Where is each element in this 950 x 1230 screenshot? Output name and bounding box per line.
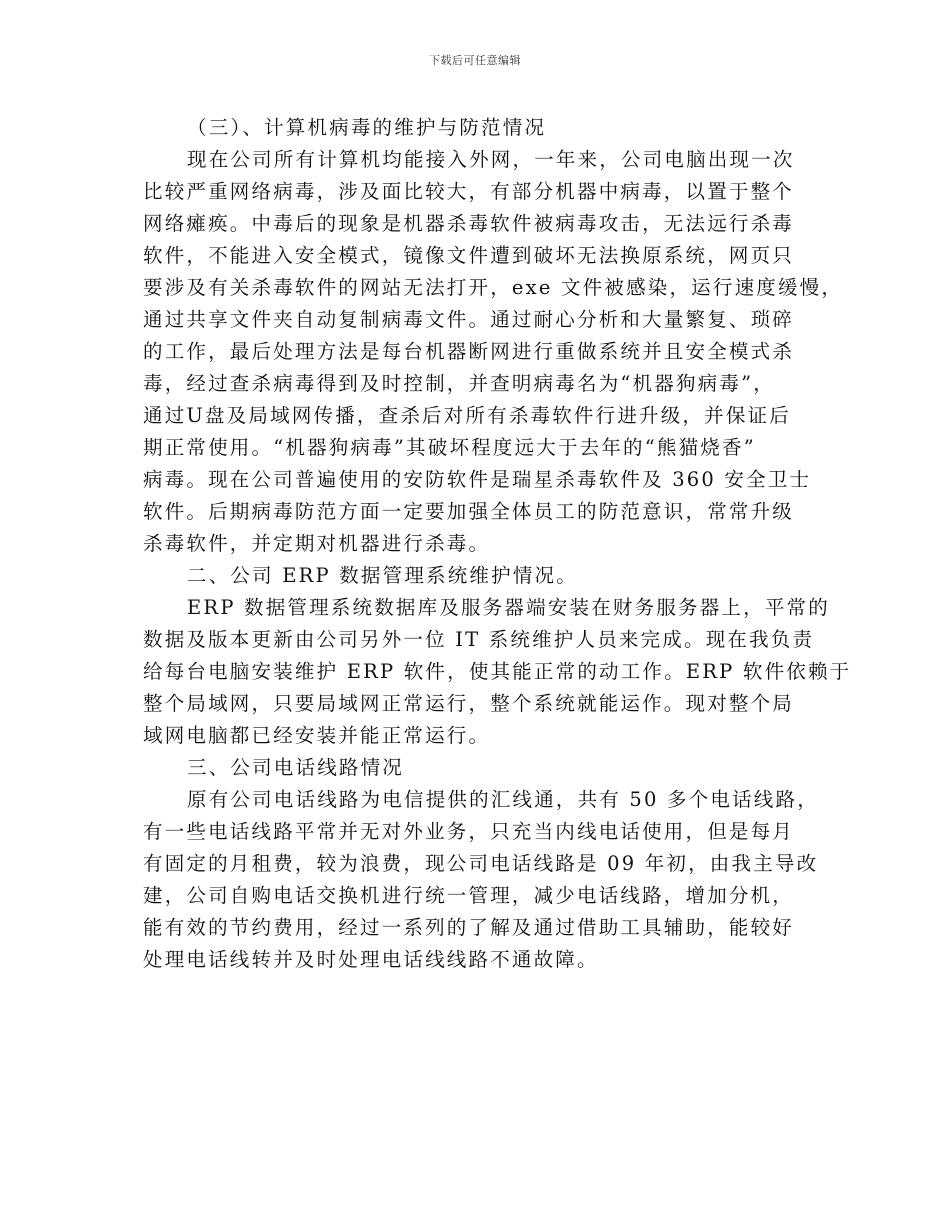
- paragraph-line: 现在公司所有计算机均能接入外网，一年来，公司电脑出现一次: [187, 148, 795, 171]
- document-body: [143, 112, 852, 976]
- section-heading-virus: （三）、计算机病毒的维护与防范情况: [187, 116, 547, 139]
- paragraph-line: 通过共享文件夹自动复制病毒文件。通过耐心分析和大量繁复、琐碎: [143, 308, 795, 331]
- paragraph-line: 毒，经过查杀病毒得到及时控制，并查明病毒名为“机器狗病毒”，: [143, 372, 775, 395]
- paragraph-line: 有固定的月租费，较为浪费，现公司电话线路是 09 年初，由我主导改: [143, 852, 819, 875]
- paragraph-line: ERP 数据管理系统数据库及服务器端安装在财务服务器上，平常的: [187, 596, 830, 619]
- paragraph-line: 处理电话线转并及时处理电话线线路不通故障。: [143, 948, 599, 971]
- section-heading-erp: 二、公司 ERP 数据管理系统维护情况。: [187, 564, 578, 587]
- paragraph-line: 比较严重网络病毒，涉及面比较大，有部分机器中病毒，以置于整个: [143, 180, 795, 203]
- paragraph-line: 通过U盘及局域网传播，查杀后对所有杀毒软件行进升级，并保证后: [143, 404, 791, 427]
- paragraph-line: 软件，不能进入安全模式，镜像文件遭到破坏无法换原系统，网页只: [143, 244, 795, 267]
- paragraph-line: 整个局域网，只要局域网正常运行，整个系统就能运作。现对整个局: [143, 692, 795, 715]
- paragraph-line: 病毒。现在公司普遍使用的安防软件是瑞星杀毒软件及 360 安全卫士: [143, 468, 812, 491]
- page-header: 下载后可任意编辑: [429, 54, 521, 67]
- paragraph-line: 有一些电话线路平常并无对外业务，只充当内线电话使用，但是每月: [143, 820, 795, 843]
- paragraph-line: 软件。后期病毒防范方面一定要加强全体员工的防范意识，常常升级: [143, 500, 795, 523]
- paragraph-line: 的工作，最后处理方法是每台机器断网进行重做系统并且安全模式杀: [143, 340, 795, 363]
- paragraph-line: 要涉及有关杀毒软件的网站无法打开，exe 文件被感染，运行速度缓慢，: [143, 276, 844, 299]
- paragraph-line: 给每台电脑安装维护 ERP 软件，使其能正常的动工作。ERP 软件依赖于: [143, 660, 852, 683]
- paragraph-line: 数据及版本更新由公司另外一位 IT 系统维护人员来完成。现在我负责: [143, 628, 815, 651]
- paragraph-line: 网络瘫痪。中毒后的现象是机器杀毒软件被病毒攻击，无法远行杀毒: [143, 212, 795, 235]
- paragraph-line: 期正常使用。“机器狗病毒”其破坏程度远大于去年的“熊猫烧香”: [143, 436, 756, 459]
- paragraph-line: 杀毒软件，并定期对机器进行杀毒。: [143, 532, 491, 555]
- paragraph-line: 建，公司自购电话交换机进行统一管理，减少电话线路，增加分机，: [143, 884, 795, 907]
- paragraph-line: 原有公司电话线路为电信提供的汇线通，共有 50 多个电话线路，: [187, 788, 819, 811]
- paragraph-line: 域网电脑都已经安装并能正常运行。: [143, 724, 491, 747]
- paragraph-line: 能有效的节约费用，经过一系列的了解及通过借助工具辅助，能较好: [143, 916, 795, 939]
- section-heading-phone: 三、公司电话线路情况: [187, 756, 405, 779]
